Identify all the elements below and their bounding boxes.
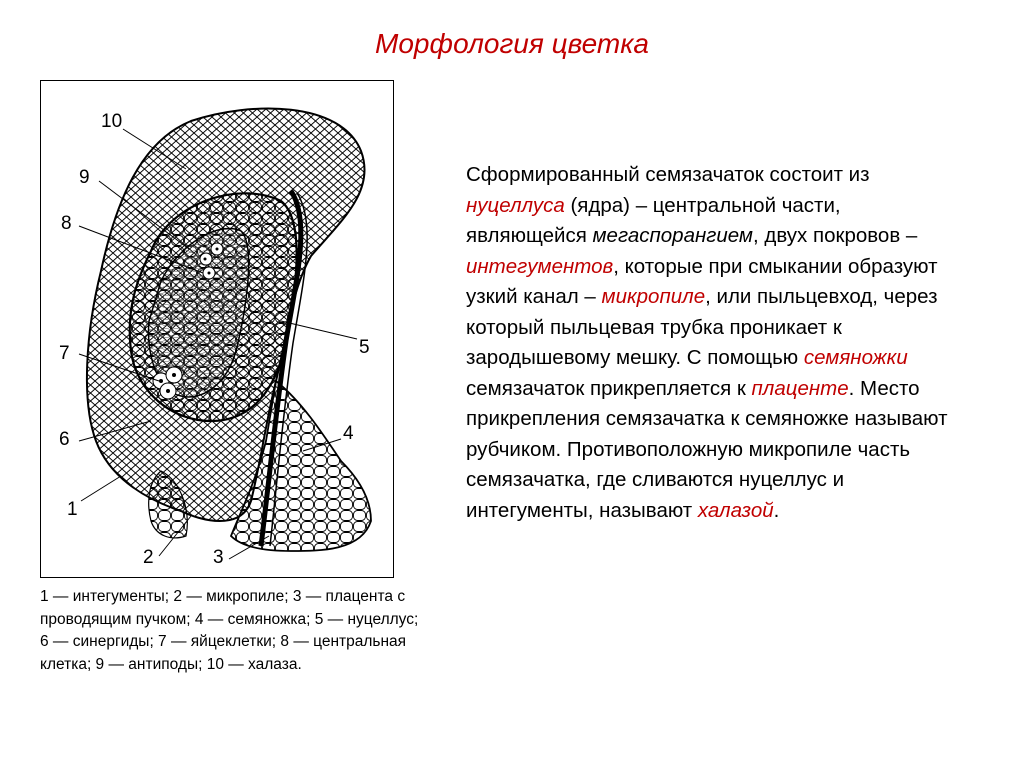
term-placenta: плаценте — [751, 376, 849, 400]
figure-caption: 1 — интегументы; 2 — микропиле; 3 — плацента с проводящим пучком; 4 — семяножка; 5 — нуцеллус; 6 — синергиды; 7 — яйцеклетки; 8 — центральная клетка; 9 — антиподы; 10 — халаза. — [40, 588, 419, 673]
figure-label-9: 9 — [79, 167, 90, 188]
term-chalaza: халазой — [697, 498, 774, 522]
text-segment: . Место прикрепления семязачатка к семяножке называют рубчиком. Противоположную микропиле часть семязачатка, где сливаются нуцеллус и интегументы, называют — [466, 376, 948, 522]
text-segment: Сформированный семязачаток состоит из — [466, 163, 870, 186]
term-micropyle: микропиле — [601, 285, 706, 308]
figure-label-10: 10 — [101, 111, 123, 132]
text-segment: семязачаток прикрепляется к — [466, 376, 752, 400]
text-segment: (ядра) – центральной части, являющейся — [466, 193, 841, 247]
term-nucellus: нуцеллуса — [466, 193, 565, 217]
text-segment: . — [773, 498, 780, 522]
ovule-drawing — [41, 81, 395, 579]
text-segment: , или пыльцевход, через который пыльцевая трубка проникает к зародышевому мешку. С помощью — [466, 285, 938, 369]
main-paragraph — [466, 160, 966, 526]
text-segment: , которые при смыкании образуют узкий канал – — [466, 254, 938, 308]
text-segment: , двух покровов – — [753, 224, 918, 247]
figure-label-6: 6 — [59, 429, 70, 450]
figure-label-3: 3 — [213, 547, 224, 568]
slide-title: Морфология цветка — [375, 28, 649, 59]
term-megasporangium: мегаспорангием — [592, 224, 753, 247]
figure-label-1: 1 — [67, 499, 78, 520]
figure-label-8: 8 — [61, 213, 72, 234]
ovule-figure — [40, 80, 394, 578]
figure-label-4: 4 — [343, 423, 354, 444]
figure-label-2: 2 — [143, 547, 154, 568]
term-funiculus: семяножки — [803, 346, 908, 369]
figure-label-5: 5 — [359, 337, 370, 358]
figure-label-7: 7 — [59, 343, 70, 364]
term-integuments: интегументов — [466, 254, 614, 278]
